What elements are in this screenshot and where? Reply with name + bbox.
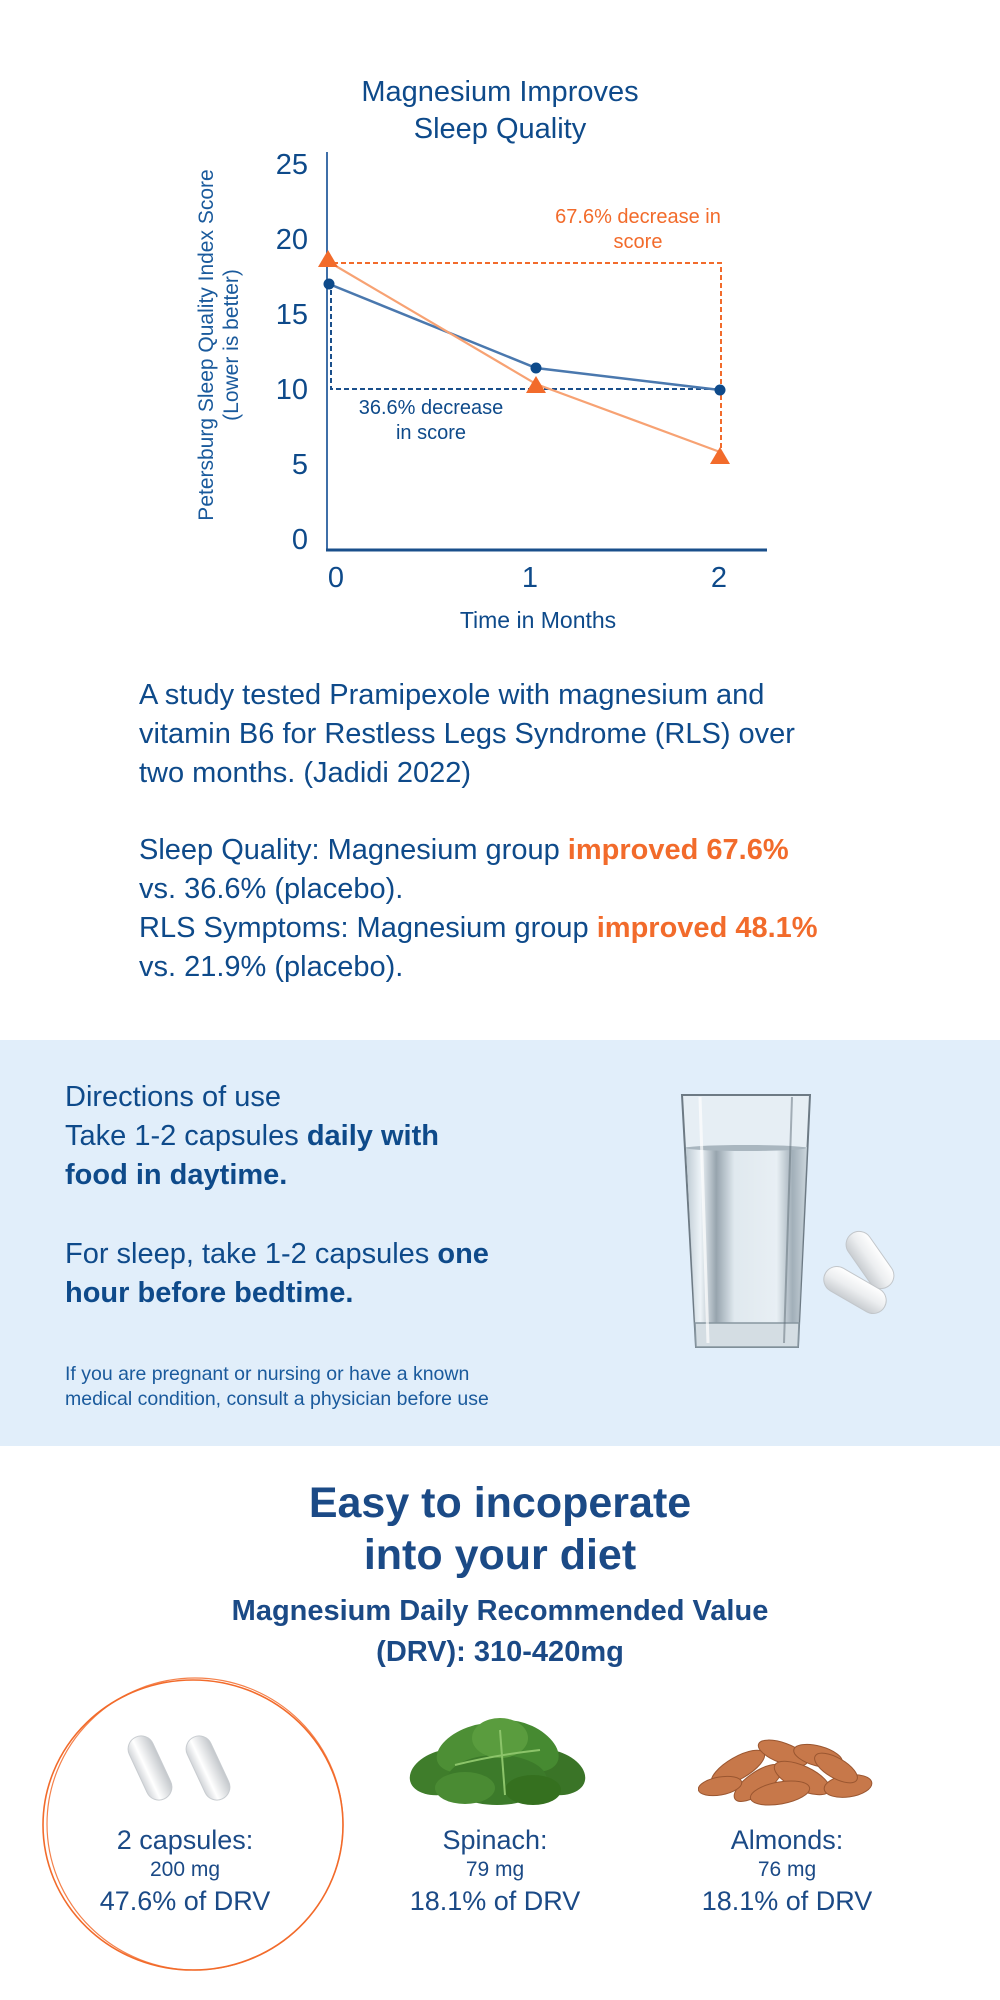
placebo-point-1	[531, 363, 542, 374]
y-tick-5: 5	[291, 449, 308, 481]
y-tick-10: 10	[275, 374, 308, 406]
placebo-annotation-line-2: in score	[395, 422, 467, 444]
sleep-result-prefix: Sleep Quality: Magnesium group	[139, 834, 568, 866]
sleep-prefix: For sleep, take 1-2 capsules	[65, 1238, 438, 1270]
sleep-quality-chart	[0, 0, 1000, 660]
directions-sleep-line	[65, 1235, 625, 1274]
study-intro-line-1: A study tested Pramipexole with magnesium and	[139, 679, 765, 711]
sleep-result-comparison: vs. 36.6% (placebo).	[139, 873, 404, 905]
directions-sleep-line-2	[65, 1274, 625, 1313]
placebo-line	[329, 284, 720, 390]
x-tick-0: 0	[327, 562, 345, 594]
directions-daily-line-2	[65, 1156, 625, 1195]
rls-symptoms-result	[139, 909, 939, 948]
food-name: 2 capsules:	[116, 1825, 254, 1855]
magnesium-decrease-annotation	[528, 205, 748, 255]
magnesium-point-0	[318, 250, 338, 267]
sleep-bold-2: hour before bedtime.	[65, 1277, 354, 1309]
magnesium-point-1	[526, 376, 546, 393]
diet-heading-line-1: Easy to incoperate	[308, 1479, 692, 1527]
rls-result-highlight: improved 48.1%	[596, 912, 818, 944]
rls-result-comparison: vs. 21.9% (placebo).	[139, 951, 404, 983]
y-tick-15: 15	[275, 299, 308, 331]
y-axis-label-line-1: Petersburg Sleep Quality Index Score	[195, 169, 218, 521]
sleep-quality-result	[139, 831, 939, 870]
disclaimer-line-1: If you are pregnant or nursing or have a known	[65, 1363, 470, 1385]
study-intro-line-2: vitamin B6 for Restless Legs Syndrome (RLS) over	[139, 718, 795, 750]
directions-daily-line	[65, 1117, 625, 1156]
daily-bold-2: food in daytime.	[65, 1159, 288, 1191]
water-glass-icon	[670, 1085, 920, 1365]
disclaimer-line-2: medical condition, consult a physician before use	[65, 1388, 489, 1410]
daily-bold-1: daily with	[306, 1120, 439, 1152]
food-name: Almonds:	[730, 1825, 844, 1855]
food-drv-percent: 18.1% of DRV	[409, 1886, 581, 1916]
food-item-almonds	[657, 1825, 917, 1918]
chart-title-line-2: Sleep Quality	[413, 113, 587, 145]
directions-sleep	[65, 1235, 625, 1313]
drv-subtitle	[0, 1591, 1000, 1673]
food-item-capsules	[55, 1825, 315, 1918]
medical-disclaimer	[65, 1362, 625, 1412]
daily-prefix: Take 1-2 capsules	[65, 1120, 307, 1152]
spinach-icon	[405, 1710, 590, 1810]
placebo-annotation-line-1: 36.6% decrease	[358, 397, 504, 419]
x-tick-2: 2	[710, 562, 728, 594]
y-tick-20: 20	[275, 224, 308, 256]
placebo-decrease-annotation	[331, 396, 531, 446]
drv-subtitle-line-1: Magnesium Daily Recommended Value	[231, 1595, 769, 1627]
almonds-icon	[698, 1728, 878, 1808]
y-tick-25: 25	[275, 149, 308, 181]
x-axis-label: Time in Months	[459, 607, 617, 633]
sleep-result-highlight: improved 67.6%	[567, 834, 789, 866]
directions-title: Directions of use	[65, 1081, 281, 1113]
x-tick-1: 1	[521, 562, 539, 594]
study-results	[139, 831, 939, 987]
study-intro-line-3: two months. (Jadidi 2022)	[139, 757, 472, 789]
magnesium-annotation-line-2: score	[613, 231, 663, 253]
food-mg: 79 mg	[465, 1858, 525, 1881]
capsules-icon	[115, 1728, 255, 1808]
chart-plot-area	[0, 0, 1000, 660]
food-drv-percent: 18.1% of DRV	[701, 1886, 873, 1916]
food-name: Spinach:	[442, 1825, 548, 1855]
sleep-bold-1: one	[437, 1238, 489, 1270]
diet-heading-line-2: into your diet	[363, 1531, 637, 1579]
placebo-decrease-bracket	[331, 290, 721, 389]
food-mg: 76 mg	[757, 1858, 817, 1881]
y-tick-0: 0	[291, 524, 308, 556]
rls-result-prefix: RLS Symptoms: Magnesium group	[139, 912, 597, 944]
drv-subtitle-line-2: (DRV): 310-420mg	[376, 1636, 624, 1668]
food-drv-percent: 47.6% of DRV	[99, 1886, 271, 1916]
magnesium-annotation-line-1: 67.6% decrease in	[555, 206, 721, 228]
chart-title-line-1: Magnesium Improves	[361, 76, 639, 108]
placebo-point-0	[324, 279, 335, 290]
food-mg: 200 mg	[149, 1858, 221, 1881]
study-intro	[139, 676, 939, 793]
diet-heading	[0, 1477, 1000, 1581]
y-axis-label-line-2: (Lower is better)	[220, 269, 243, 421]
food-item-spinach	[365, 1825, 625, 1918]
placebo-point-2	[715, 385, 726, 396]
directions-daily	[65, 1078, 625, 1195]
